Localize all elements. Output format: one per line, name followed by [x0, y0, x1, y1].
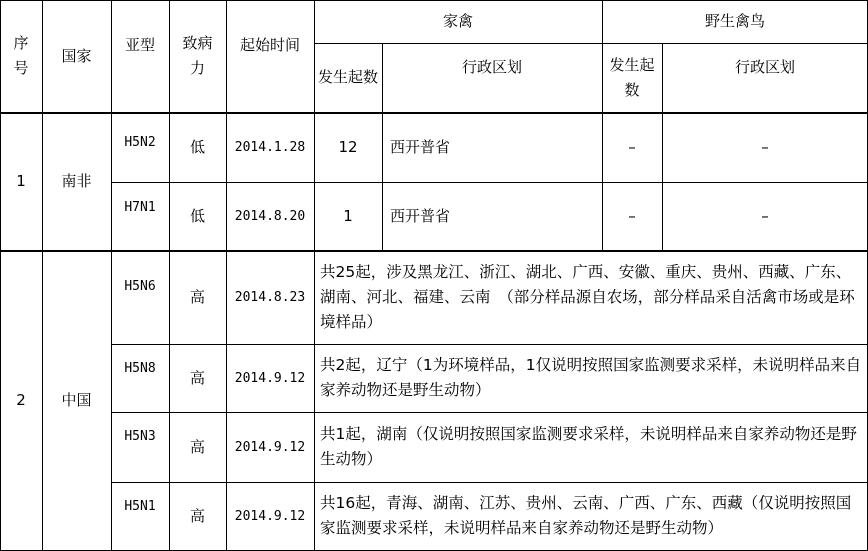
subtype-cell: H7N1 — [124, 199, 156, 215]
header-poultry: 家禽 — [442, 12, 473, 30]
subtype-cell: H5N6 — [124, 278, 156, 294]
wild-region-cell: – — [761, 206, 769, 225]
header-poultry-region: 行政区划 — [461, 57, 522, 76]
row-index: 1 — [16, 171, 26, 190]
pathogenicity-cell: 高 — [189, 287, 205, 306]
start-date-cell: 2014.8.20 — [234, 208, 306, 224]
start-date-cell: 2014.8.23 — [234, 289, 306, 305]
header-wild-region: 行政区划 — [734, 57, 795, 76]
poultry-count-cell: 12 — [338, 137, 358, 156]
row-index: 2 — [16, 390, 26, 409]
header-index: 序号 — [13, 34, 29, 77]
start-date-cell: 2014.9.12 — [234, 439, 306, 455]
pathogenicity-cell: 低 — [189, 206, 205, 225]
subtype-cell: H5N1 — [124, 498, 156, 514]
start-date-cell: 2014.1.28 — [234, 139, 306, 155]
wild-count-cell: – — [628, 137, 636, 156]
detail-cell: 共25起，涉及黑龙江、浙江、湖北、广西、安徽、重庆、贵州、西藏、广东、湖南、河北、福建、云南 （部分样品源自农场，部分样品采自活禽市场或是环境样品） — [320, 262, 855, 331]
subtype-cell: H5N3 — [124, 428, 156, 444]
header-country: 国家 — [61, 46, 92, 65]
poultry-count-cell: 1 — [343, 206, 353, 225]
start-date-cell: 2014.9.12 — [234, 370, 306, 386]
wild-count-cell: – — [628, 206, 636, 225]
header-start-time: 起始时间 — [239, 35, 300, 54]
pathogenicity-cell: 低 — [189, 137, 205, 156]
header-pathogenicity: 致病力 — [182, 34, 213, 77]
start-date-cell: 2014.9.12 — [234, 508, 306, 524]
detail-cell: 共2起，辽宁（1为环境样品，1仅说明按照国家监测要求采样，未说明样品来自家养动物还是野生动物） — [320, 356, 862, 399]
subtype-cell: H5N8 — [124, 360, 156, 376]
header-subtype: 亚型 — [124, 35, 155, 54]
pathogenicity-cell: 高 — [189, 437, 205, 456]
row-country: 南非 — [61, 171, 92, 190]
row-country: 中国 — [61, 390, 92, 409]
poultry-region-cell: 西开普省 — [390, 206, 451, 225]
wild-region-cell: – — [761, 137, 769, 156]
header-wild-birds: 野生禽鸟 — [704, 12, 765, 30]
poultry-region-cell: 西开普省 — [390, 137, 451, 156]
detail-cell: 共1起，湖南（仅说明按照国家监测要求采样，未说明样品来自家养动物还是野生动物） — [320, 425, 857, 468]
pathogenicity-cell: 高 — [189, 368, 205, 387]
header-wild-count: 发生起数 — [609, 55, 655, 99]
header-poultry-count: 发生起数 — [318, 68, 379, 86]
subtype-cell: H5N2 — [124, 134, 156, 150]
detail-cell: 共16起，青海、湖南、江苏、贵州、云南、广西、广东、西藏（仅说明按照国家监测要求采样，未说明样品来自家养动物还是野生动物） — [320, 494, 852, 537]
pathogenicity-cell: 高 — [189, 506, 205, 525]
